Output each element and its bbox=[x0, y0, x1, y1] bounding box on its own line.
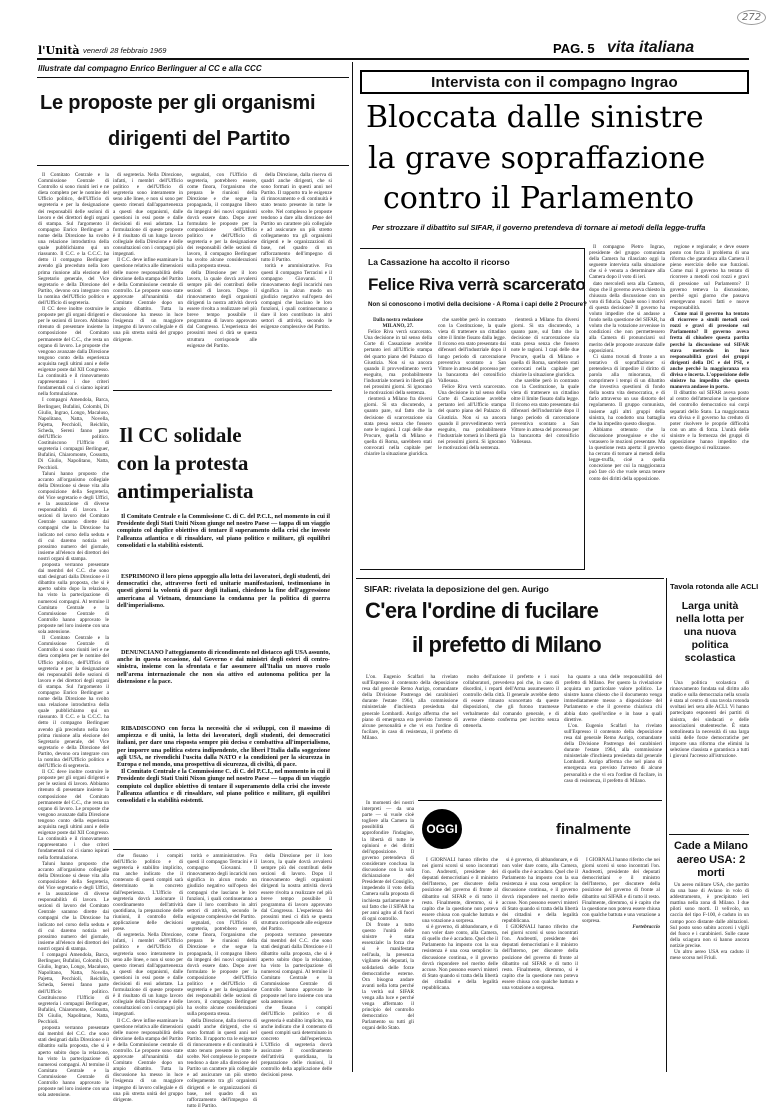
oggi-col-1 bbox=[422, 857, 498, 1069]
ingrao-headline-2: la grave sopraffazione bbox=[368, 141, 706, 176]
berlinguer-col-1 bbox=[38, 172, 109, 1099]
berlinguer-headline-1: Le proposte per gli organismi bbox=[40, 92, 316, 114]
body-para: RIBADISCONO con forza la necessità che si sviluppi, con il massimo di ampiezza e di unità, la lotta dei lavoratori, degli studenti, dei democratici italiani, per dare una risposta sempre più decisa e combattiva all'imperialismo, per imporre una politica estera indipendente, che liberi l'Italia dalla soggezione agli USA, ne rivendichi l'uscita dalla NATO e la condizioni per la sicurezza in Europa e nel mondo, una prospettiva di sicurezza, di civiltà, di pace. bbox=[117, 725, 330, 769]
page-number: PAG. 5 bbox=[553, 41, 595, 56]
body-para: Un altro aereo USA era caduto il mese scorso nel Friuli. bbox=[670, 949, 749, 962]
riva-dateline: Dalla nostra redazione MILANO, 27. bbox=[372, 317, 424, 330]
body-para: Ci siamo trovati di fronte a un tentativo di sopraffazione: si pretendeva di impedire il diritto di parola alla minoranza, di comprimere i tempi di un dibattito che investiva questioni di fondo della nostra vita democratica, e di farlo attraverso un uso distorto del regolamento. Il gruppo comunista, insieme agli altri gruppi della sinistra, ha condotto una battaglia che ha impedito questo disegno. bbox=[589, 353, 665, 427]
section-name: vita italiana bbox=[607, 39, 695, 56]
body-para: Il Comitato Centrale e la Commissione C. di C. del P.C.I., nel momento in cui il Presidente degli Stati Uniti Nixon giunge nel nostro Paese — tappa di un viaggio compiuto col duplice obiettivo di tentare il superamento della crisi che investe l'alleanza atlantica e di rinsaldare, sul piano politico e militare, gli equilibri consolidati e la stabilità esistenti. bbox=[117, 768, 330, 805]
ingrao-banner bbox=[360, 70, 749, 94]
oggi-col-3 bbox=[582, 857, 660, 1069]
body-para: Abbiamo ottenuto che la discussione proseguisse e che si votassero le mozioni presentate. Ma la questione resta aperta: il governo ha cercato di tornare ai metodi della legge-truffa, cioè a quella concezione per cui la maggioranza può fare ciò che vuole senza tenere conto dei diritti della opposizione. bbox=[589, 426, 665, 482]
body-para: In momenti dei nostri interpreti — da una parte — si vuole cioè togliere alla Camera la possibilità di approfondire l'indagine, la libertà di tutte le opinioni e dei diritti dell'opposizione. Il governo pretendeva di considerare conclusa la discussione con la sola dichiarazione del Presidente del Consiglio, impedendo il voto della Camera sulla proposta di inchiesta parlamentare e sul fatto che il SIFAR ha per anni agito al di fuori di ogni controllo. bbox=[362, 800, 415, 922]
solidarity-point-a bbox=[117, 573, 330, 645]
sifar-rule bbox=[356, 578, 664, 579]
berlinguer-col-7 bbox=[261, 853, 333, 1079]
oggi-box bbox=[418, 800, 662, 1072]
berlinguer-kicker: Illustrate dal compagno Enrico Berlinguer al CC e alla CCC bbox=[38, 64, 262, 73]
body-para: della Direzione per il loro lavoro, la quale dovrà avvalersi sempre più dei contributi delle sezioni di lavoro. Dopo il rinnovamento degli organismi dirigenti la nostra attività dovrà essere rivolta a realizzare nel più breve tempo possibile il programma di lavoro approvato dal Congresso. L'esperienza dei prossimi mesi ci dirà se questa struttura corrisponde alle esigenze del Partito. bbox=[261, 853, 333, 933]
body-para: proposta verranno presentate dai membri del C.C. che sono stati designati dalla Direzione e il dibattito sulla proposta, che si è aperto subito dopo la relazione, ha visto la partecipazione di numerosi compagni. Al termine il Comitato Centrale e la Commissione Centrale di Controllo hanno approvato le proposte nel loro insieme con una sola astensione. bbox=[261, 932, 332, 1006]
body-para: che sarebbe però in contrasto con la Costituzione, la quale vieta di trattenere un cittadino oltre il limite fissato dalla legge. Il ricorso era stato presentato dai difensori dell'industriale dopo il lungo periodo di carcerazione preventiva scontato a San Vittore in attesa del processo per la bancarotta del cotonificio Vallesusa. bbox=[438, 317, 506, 384]
archive-stamp: 272 bbox=[737, 10, 766, 25]
rotonda-title: Larga unità nella lotta per una nuova politica scolastica bbox=[675, 600, 745, 664]
berlinguer-col-2 bbox=[113, 172, 183, 382]
body-para: di segreteria. Nella Direzione, infatti, i membri dell'Ufficio politico e dell'Ufficio di segreteria sono interamente in seno alle linee, e non si sono per questo ritenuti dall'appartenenza a questi due organismi, dalle questioni in essi poste e dalle decisioni di essi adottate. La formulazione di queste proposte è il risultato di un lungo lavoro collegiale della Direzione e delle consultazioni con i compagni più impegnati. bbox=[113, 172, 183, 258]
ingrao-banner-text: Intervista con il compagno Ingrao bbox=[431, 73, 678, 91]
body-para: Felice Riva verrà scarcerato. Una decisione in tal senso della Corte di Cassazione avrebbe pertanto ieri all'Ufficio stampa del quarto piano del Palazzo di Giustizia. Non si sa ancora quando il provvedimento verrà eseguito, ma probabilmente l'industriale tornerà in libertà già nei prossimi giorni. Si ignorano le motivazioni della sentenza. bbox=[364, 329, 432, 397]
body-para: ha quanto a una delle responsabilità del prefetto di Milano. Per questo la rivelazione acquista un particolare valore politico. Le sinistre hanno chiesto che il documento venga immediatamente messo a disposizione del Parlamento e che il governo chiarisca chi abbia dato quell'ordine e in base a quali direttive. bbox=[564, 674, 662, 723]
rotonda-headline: Tavola rotonda alle ACLI bbox=[670, 582, 759, 591]
body-para: I GIORNALI hanno riferito che nei giorni scorsi si sono incontrati l'on. Andreotti, presidente dei deputati democristiani e il ministro dell'Interno, per discutere della posizione del governo di fronte al dibattito sul SIFAR e di tutto il resto. Finalmente, diremmo, si è capito che la questione non poteva essere chiusa con qualche battuta e una votazione a sorpresa. bbox=[582, 857, 660, 924]
body-para: I GIORNALI hanno riferito che nei giorni scorsi si sono incontrati l'on. Andreotti, presidente dei deputati democristiani e il ministro dell'Interno, per discutere della posizione del governo di fronte al dibattito sul SIFAR e di tutto il resto. Finalmente, diremmo, si è capito che la questione non poteva essere chiusa con qualche battuta e una votazione a sorpresa. bbox=[502, 924, 578, 991]
body-para: Come mai il governo ha tentato di ricorrere a simili metodi così rozzi e gravi di pressione sul Parlamento? Il governo aveva fretta di chiudere questa partita perché la discussione sul SIFAR stava mettendo in luce responsabilità gravi dei gruppi dirigenti della DC e del PSI, e anche perché la maggioranza era divisa e incerta. L'opposizione delle sinistre ha impedito che questa manovra andasse in porto. bbox=[670, 311, 749, 391]
riva-col-1 bbox=[364, 317, 432, 567]
body-para: proposta verranno presentate dai membri del C.C. che sono stati designati dalla Direzione e il dibattito sulla proposta, che si è aperto subito dopo la relazione, ha visto la partecipazione di numerosi compagni. Al termine il Comitato Centrale e la Commissione Centrale di Controllo hanno approvato le proposte nel loro insieme con una sola astensione. bbox=[38, 1025, 109, 1099]
ingrao-headline-3: contro il Parlamento bbox=[383, 181, 695, 216]
body-para: segnalati, con l'Ufficio di segreteria, potrebbero essere, come finora, l'organismo che prepara le riunioni della Direzione e che segue la propaganda, il compagno libero da impegni dei nuovi organismi dovrà essere dato. Dopo aver formulato le proposte per la composizione dell'Ufficio politico e dell'Ufficio di segreteria e per la designazione dei responsabili delle sezioni di lavoro, il compagno Berlinguer ha svolto alcune considerazioni sulla proposta stessa. bbox=[187, 172, 257, 270]
body-para: Taluni hanno proposto che accanto all'organismo collegiale della Direzione si desse vita alla composizione della Segreteria, del Vice segretario e degli Uffici, e la assunzione di diverse responsabilità di lavoro. Le sezioni di lavoro del Comitato Centrale saranno dirette dai compagni che la Direzione ha indicato nel corso della seduta e di cui daremo notizia nel prossimo numero del giornale, insieme all'elenco dei direttori dei nostri organi di stampa. bbox=[38, 470, 109, 562]
body-para: Il dibattito sul SIFAR aveva posto al centro dell'attenzione la questione del controllo democratico sui corpi separati dello Stato. La maggioranza era divisa e il governo ha creduto di poter risolvere le proprie difficoltà con un atto di forza. L'unità delle sinistre e la fermezza dei gruppi di opposizione hanno impedito che questo disegno si realizzasse. bbox=[670, 390, 749, 452]
body-para: Il C.C. deve infine esaminare la questione relativa alle dimensioni delle nuove responsabilità della direzione della stampa del Partito e della Commissione centrale di controllo. Le proposte sono state approvate all'unanimità dal Comitato Centrale dopo un ampio dibattito. Tutta la discussione ha messo in luce l'esigenza di un maggiore impegno di lavoro collegiale e di una più stretta unità del gruppo dirigente. bbox=[113, 257, 183, 343]
berlinguer-col-6 bbox=[187, 853, 257, 1109]
oggi-badge bbox=[422, 809, 462, 849]
body-para: Di fronte a tutto questo l'unità delle sinistre è stata essenziale: la forza che si è manifestata nell'aula, la presenza vigilante dei deputati, la solidarietà delle forze democratiche esterne. Ora bisogna andare avanti nella lotta perché la verità sul SIFAR venga alla luce e perché venga affermato il principio del controllo democratico del Parlamento su tutti gli organi dello Stato. bbox=[362, 921, 414, 1032]
body-para: molto dell'azione il prefetto e i suoi collaboratori, prevedeva poi che, in caso di disordini, i reparti dell'Arma assumessero il controllo della città. Il generale avrebbe detto di essere rimasto sconcertato da queste disposizioni, che gli furono trasmesse verbalmente dal comando generale, e di averne chiesto conferma per iscritto senza ottenerla. bbox=[463, 674, 559, 729]
body-para: Il CC deve inoltre costruire le proposte per gli organi dirigenti e per le sezioni di lavoro. Abbiamo ritenuto di presentare insieme la composizione del Comitato permanente del C.C., che resta un organo di lavoro. Le proposte che vengono avanzate dalla Direzione tengono conto della esperienza acquisita negli ultimi anni e delle esigenze poste dal XII Congresso. La continuità e il rinnovamento rappresentano i due criteri fondamentali cui ci siamo ispirati nella formulazione. bbox=[38, 306, 109, 398]
body-para: che fissano i compiti dell'Ufficio politico e di segreteria è stabilito implicito, ma anche indicato che il contenuto di questi compiti sarà determinato in concreto dall'esperienza. L'Ufficio di segreteria dovrà assicurare il coordinamento dell'attività quotidiana, la preparazione delle riunioni, il controllo della applicazione delle decisioni prese. bbox=[261, 1005, 332, 1079]
ingrao-col-3 bbox=[362, 800, 414, 1070]
body-para: regione e regionale; e deve essere posto con forza il problema di una riforma che garantisca alla Camera il pieno esercizio delle sue funzioni. Come mai il governo ha tentato di ricorrere a metodi così rozzi e gravi di pressione sul Parlamento? Il governo temeva la discussione, perché ogni giorno che passava emergevano nuovi fatti e nuove responsabilità. bbox=[670, 244, 749, 311]
berlinguer-headline-2: dirigenti del Partito bbox=[108, 128, 291, 150]
body-para: rientrerà a Milano fra diversi giorni. Si sta discutendo, a quanto pare, sul fatto che la decisione di scarcerazione sia stata presa senza che fossero note le ragioni. I capi delle due Procure, quella di Milano e quella di Roma, sarebbero stati convocati nella capitale per chiarire la situazione giuridica. bbox=[364, 396, 432, 458]
body-para: I compagni Amendola, Barca, Berlinguer, Bufalini, Colombi, Di Giulio, Ingrao, Longo, Macaluso, Napolitano, Natta, Novella, Pajetta, Pecchioli, Reichlin, Scheda, Sereni fanno parte dell'Ufficio politico. Costituiscono l'Ufficio di segreteria i compagni Berlinguer, Bufalini, Chiaromonte, Cossutta, Di Giulio, Napolitano, Natta, Pecchioli. bbox=[38, 952, 109, 1026]
paper-date: venerdì 28 febbraio 1969 bbox=[83, 46, 167, 55]
body-para: ESPRIMONO il loro pieno appoggio alla lotta dei lavoratori, degli studenti, dei democratici che, attraverso forti ed unitarie manifestazioni, testimoniano in questi giorni la volontà di pace degli italiani, chiedono la fine dell'aggressione americana al Vietnam, denunciano la condanna per la politica di guerra dell'imperialismo. bbox=[117, 573, 330, 609]
berlinguer-col-3 bbox=[187, 172, 257, 382]
body-para: Il Comitato Centrale e la Commissione C. di C. del P.C.I., nel momento in cui il Presidente degli Stati Uniti Nixon giunge nel nostro Paese — tappa di un viaggio compiuto col duplice obiettivo di tentare il superamento della crisi che investe l'alleanza atlantica e di rinsaldare, sul piano politico e militare, gli equilibri consolidati e la stabilità esistenti. bbox=[117, 513, 330, 549]
sifar-headline-1: C'era l'ordine di fucilare bbox=[365, 598, 599, 623]
riva-box bbox=[360, 248, 585, 570]
ingrao-col-1 bbox=[589, 244, 665, 574]
solidarity-point-b bbox=[117, 649, 330, 721]
body-para: dato mercoledì sera alla Camera, dopo che il governo aveva chiesto la chiusura della discussione con un voto di fiducia. Quale sono i motivi di questa decisione? Il governo ha voluto impedire che si andasse a fondo nella questione del SIFAR, ha voluto che la votazione avvenisse in condizioni che non permettessero alla Camera di pronunciarsi sul merito delle proposte avanzate dalle opposizioni. bbox=[589, 280, 665, 354]
body-para: si è governo, di abbandonare, e di non voler dare conto, alla Camera, di quello che è accaduto. Quel che il Parlamento ha imposto con la sua resistenza è una cosa semplice: la discussione continua, e il governo dovrà rispondere nel merito delle accuse. Non possono esservi misteri di Stato quando si tratta della libertà dei cittadini e della legalità repubblicana. bbox=[502, 857, 578, 924]
solidarity-headline-1: Il CC solidale bbox=[119, 423, 242, 447]
body-para: torità e amministrative. Fra questi il compagno Terracini e il compagno Giovanni. Il rinnovamento degli incarichi non significa in alcun modo un giudizio negativo sull'opera dei compagni che lasciano le loro funzioni, i quali continueranno a dare il loro contributo in altri settori di attività, secondo le esigenze complessive del Partito. bbox=[187, 853, 257, 920]
usaf-rule bbox=[669, 834, 749, 835]
body-para: si è governo, di abbandonare, e di non voler dare conto, alla Camera, di quello che è accaduto. Quel che il Parlamento ha imposto con la sua resistenza è una cosa semplice: la discussione continua, e il governo dovrà rispondere nel merito delle accuse. Non possono esservi misteri di Stato quando si tratta della libertà dei cittadini e della legalità repubblicana. bbox=[422, 924, 498, 991]
lower-left-rule bbox=[113, 849, 332, 850]
oggi-headline: finalmente bbox=[556, 821, 632, 838]
body-para: L'on. Eugenio Scalfari ha rivelato sull'Espresso il contenuto della deposizione resa dal generale Remo Aurigo, comandante della Divisione Pastrengo dei carabinieri durante l'estate 1964, alla commissione ministeriale d'inchiesta presieduta dal generale Lombardi. Aurigo afferma che nel piano di emergenza era previsto l'arresto di alcune personalità e che vi era l'ordine di fucilare, in caso di resistenza, il prefetto di Milano. bbox=[564, 722, 662, 784]
body-para: della Direzione per il loro lavoro, la quale dovrà avvalersi sempre più dei contributi delle sezioni di lavoro. Dopo il rinnovamento degli organismi dirigenti la nostra attività dovrà essere rivolta a realizzare nel più breve tempo possibile il programma di lavoro approvato dal Congresso. L'esperienza dei prossimi mesi ci dirà se questa struttura corrisponde alle esigenze del Partito. bbox=[187, 269, 257, 349]
body-para: rientrerà a Milano fra diversi giorni. Si sta discutendo, a quanto pare, sul fatto che la decisione di scarcerazione sia stata presa senza che fossero note le ragioni. I capi delle due Procure, quella di Milano e quella di Roma, sarebbero stati convocati nella capitale per chiarire la situazione giuridica. bbox=[511, 317, 579, 378]
oggi-label: OGGI bbox=[426, 822, 458, 836]
riva-headline: Felice Riva verrà scarcerato bbox=[368, 275, 586, 294]
body-para: Il compagno Pietro Ingrao, presidente del gruppo comunista della Camera ha rilasciato oggi la seguente intervista sulla situazione che si è venuta a determinare alla Camera dopo il voto di ieri. bbox=[589, 244, 665, 281]
ingrao-subhead: Per strozzare il dibattito sul SIFAR, il governo pretendeva di tornare ai metodi della legge-truffa bbox=[372, 223, 706, 232]
center-divider bbox=[352, 62, 353, 1072]
solidarity-headline-2: con la protesta bbox=[117, 451, 249, 475]
body-para: segnalati, con l'Ufficio di segreteria, potrebbero essere, come finora, l'organismo che prepara le riunioni della Direzione e che segue la propaganda, il compagno libero da impegni dei nuovi organismi dovrà essere dato. Dopo aver formulato le proposte per la composizione dell'Ufficio politico e dell'Ufficio di segreteria e per la designazione dei responsabili delle sezioni di lavoro, il compagno Berlinguer ha svolto alcune considerazioni sulla proposta stessa. bbox=[187, 920, 257, 1018]
sifar-col-1 bbox=[362, 674, 458, 794]
ingrao-col-2 bbox=[670, 244, 749, 574]
usaf-body bbox=[670, 882, 749, 1070]
body-para: I compagni Amendola, Barca, Berlinguer, Bufalini, Colombi, Di Giulio, Ingrao, Longo, Macaluso, Napolitano, Natta, Novella, Pajetta, Pecchioli, Reichlin, Scheda, Sereni fanno parte dell'Ufficio politico. Costituiscono l'Ufficio di segreteria i compagni Berlinguer, Bufalini, Chiaromonte, Cossutta, Di Giulio, Napolitano, Natta, Pecchioli. bbox=[38, 397, 109, 471]
body-para: che fissano i compiti dell'Ufficio politico e di segreteria è stabilito implicito, ma anche indicato che il contenuto di questi compiti sarà determinato in concreto dall'esperienza. L'Ufficio di segreteria dovrà assicurare il coordinamento dell'attività quotidiana, la preparazione delle riunioni, il controllo della applicazione delle decisioni prese. bbox=[113, 853, 183, 933]
riva-col-2 bbox=[438, 317, 506, 567]
solidarity-intro bbox=[117, 513, 330, 569]
usaf-headline: Cade a Milano aereo USA: 2 morti bbox=[674, 840, 748, 879]
solidarity-headline-3: antimperialista bbox=[117, 479, 254, 503]
body-para: torità e amministrative. Fra questi il compagno Terracini e il compagno Giovanni. Il rinnovamento degli incarichi non significa in alcun modo un giudizio negativo sull'opera dei compagni che lasciano le loro funzioni, i quali continueranno a dare il loro contributo in altri settori di attività, secondo le esigenze complessive del Partito. bbox=[261, 263, 332, 331]
body-para: della Direzione, dalla riserva di quadri anche dirigenti, che si sono formati in questi anni nel Partito. Il rapporto tra le esigenze di rinnovamento e di continuità è stato tenuto presente in tutte le scelte. Nel complesso le proposte tendono a dare alla direzione del Partito un carattere più collegiale e ad assicurare un più stretto collegamento tra gli organismi dirigenti e le organizzazioni di base, nel quadro di un rafforzamento dell'impegno di tutto il Partito. bbox=[187, 1017, 257, 1109]
body-para: proposta verranno presentate dai membri del C.C. che sono stati designati dalla Direzione e il dibattito sulla proposta, che si è aperto subito dopo la relazione, ha visto la partecipazione di numerosi compagni. Al termine il Comitato Centrale e la Commissione Centrale di Controllo hanno approvato le proposte nel loro insieme con una sola astensione. bbox=[38, 562, 109, 636]
masthead bbox=[0, 0, 779, 58]
body-para: che sarebbe però in contrasto con la Costituzione, la quale vieta di trattenere un cittadino oltre il limite fissato dalla legge. Il ricorso era stato presentato dai difensori dell'industriale dopo il lungo periodo di carcerazione preventiva scontato a San Vittore in attesa del processo per la bancarotta del cotonificio Vallesusa. bbox=[511, 377, 579, 445]
body-para: Una politica scolastica di rinnovamento fondata sul diritto allo studio e sulla democrazia nella scuola è stata al centro di una tavola rotonda svoltasi ieri sera alle ACLI. Vi hanno partecipato esponenti dei partiti di sinistra, dei sindacati e delle associazioni studentesche. È stata sottolineata la necessità di una larga unità delle forze democratiche per imporre una riforma che elimini la selezione classista e garantisca a tutti i giovani l'accesso all'istruzione. bbox=[670, 680, 749, 760]
body-para: Taluni hanno proposto che accanto all'organismo collegiale della Direzione si desse vita alla composizione della Segreteria, del Vice segretario e degli Uffici, e la assunzione di diverse responsabilità di lavoro. Le sezioni di lavoro del Comitato Centrale saranno dirette dai compagni che la Direzione ha indicato nel corso della seduta e di cui daremo notizia nel prossimo numero del giornale, insieme all'elenco dei direttori dei nostri organi di stampa. bbox=[38, 860, 109, 952]
berlinguer-col-4 bbox=[261, 172, 332, 382]
kicker-rule bbox=[37, 77, 349, 78]
berlinguer-col-5 bbox=[113, 853, 183, 1103]
oggi-col-2 bbox=[502, 857, 578, 1069]
sifar-col-3 bbox=[564, 674, 662, 794]
body-para: L'on. Eugenio Scalfari ha rivelato sull'Espresso il contenuto della deposizione resa dal generale Remo Aurigo, comandante della Divisione Pastrengo dei carabinieri durante l'estate 1964, alla commissione ministeriale d'inchiesta presieduta dal generale Lombardi. Aurigo afferma che nel piano di emergenza era previsto l'arresto di alcune personalità e che vi era l'ordine di fucilare, in caso di resistenza, il prefetto di Milano. bbox=[362, 674, 458, 741]
solidarity-box bbox=[113, 390, 332, 845]
body-para: Felice Riva verrà scarcerato. Una decisione in tal senso della Corte di Cassazione avrebbe pertanto ieri all'Ufficio stampa del quarto piano del Palazzo di Giustizia. Non si sa ancora quando il provvedimento verrà eseguito, ma probabilmente l'industriale tornerà in libertà già nei prossimi giorni. Si ignorano le motivazioni della sentenza. bbox=[438, 384, 506, 451]
body-para: DENUNCIANO l'atteggiamento di ricondimento nel distacco agli USA assunto, anche in questa occasione, dal Governo e dai ministri degli esteri di centro-sinistra, insieme con la sfrontata e far assumere all'Italia un nuovo ruolo nell'arena internazionale che non sia attivo ed autonoma politica per la distensione e la pace. bbox=[117, 649, 330, 685]
paper-name: l'Unità bbox=[38, 44, 80, 57]
body-para: della Direzione, dalla riserva di quadri anche dirigenti, che si sono formati in questi anni nel Partito. Il rapporto tra le esigenze di rinnovamento e di continuità è stato tenuto presente in tutte le scelte. Nel complesso le proposte tendono a dare alla direzione del Partito un carattere più collegiale e ad assicurare un più stretto collegamento tra gli organismi dirigenti e le organizzazioni di base, nel quadro di un rafforzamento dell'impegno di tutto il Partito. bbox=[261, 172, 332, 264]
body-para: Il Comitato Centrale e la Commissione Centrale di Controllo si sono riuniti ieri e ne dieta completo per le nomine del Ufficio politico, dell'Ufficio di segreteria e per la designazione dei responsabili delle sezioni di lavoro e dei direttori degli organi di stampa. Sul l'argomento il compagno Enrico Berlinguer a nome della Direzione ha svolto una relazione introduttiva della quale pubblichiamo qui un riassunto. Il C.C. e la C.C.C. ha detto il compagno Berlinguer avendo già preceduto nella loro prima riunione alla elezione del Segretario generale, del Vice segretario e della Direzione del Partito, devono ora integrare con la nomina dell'Ufficio politico e dell'Ufficio di segreteria. bbox=[38, 172, 109, 306]
riva-subhead: Non si conoscono i motivi della decisione - A Roma i capi delle 2 Procure? bbox=[368, 301, 587, 308]
ingrao-headline-1: Bloccata dalle sinistre bbox=[366, 100, 704, 135]
sifar-kicker: SIFAR: rivelata la deposizione del gen. Aurigo bbox=[364, 584, 549, 594]
solidarity-point-c bbox=[117, 725, 330, 840]
body-para: Il CC deve inoltre costruire le proposte per gli organi dirigenti e per le sezioni di lavoro. Abbiamo ritenuto di presentare insieme la composizione del Comitato permanente del C.C., che resta un organo di lavoro. Le proposte che vengono avanzate dalla Direzione tengono conto della esperienza acquisita negli ultimi anni e delle esigenze poste dal XII Congresso. La continuità e il rinnovamento rappresentano i due criteri fondamentali cui ci siamo ispirati nella formulazione. bbox=[38, 769, 109, 861]
sifar-headline-2: il prefetto di Milano bbox=[412, 632, 602, 657]
body-para: Il Comitato Centrale e la Commissione Centrale di Controllo si sono riuniti ieri e ne dieta completo per le nomine del Ufficio politico, dell'Ufficio di segreteria e per la designazione dei responsabili delle sezioni di lavoro e dei direttori degli organi di stampa. Sul l'argomento il compagno Enrico Berlinguer a nome della Direzione ha svolto una relazione introduttiva della quale pubblichiamo qui un riassunto. Il C.C. e la C.C.C. ha detto il compagno Berlinguer avendo già preceduto nella loro prima riunione alla elezione del Segretario generale, del Vice segretario e della Direzione del Partito, devono ora integrare con la nomina dell'Ufficio politico e dell'Ufficio di segreteria. bbox=[38, 635, 109, 770]
body-para: Un aereo militare USA, che partito da una base di Aviano in volo di addestramento, è precipitato ieri mattina nella zona di Milano. I due piloti sono morti. Il velivolo, un caccia del tipo F-100, è caduto in un campo poco distante dalle abitazioni. Sul posto sono subito accorsi i vigili del fuoco e i carabinieri. Sulle cause della sciagura non si hanno ancora notizie precise. bbox=[670, 882, 749, 949]
headline-rule bbox=[37, 165, 349, 166]
sifar-col-2 bbox=[463, 674, 559, 794]
body-para: di segreteria. Nella Direzione, infatti, i membri dell'Ufficio politico e dell'Ufficio di segreteria sono interamente in seno alle linee, e non si sono per questo ritenuti dall'appartenenza a questi due organismi, dalle questioni in essi poste e dalle decisioni di essi adottate. La formulazione di queste proposte è il risultato di un lungo lavoro collegiale della Direzione e delle consultazioni con i compagni più impegnati. bbox=[113, 932, 183, 1018]
riva-kicker: La Cassazione ha accolto il ricorso bbox=[368, 257, 510, 267]
oggi-signature: Fortebraccio bbox=[632, 924, 660, 931]
rotonda-body bbox=[670, 680, 749, 830]
body-para: I GIORNALI hanno riferito che nei giorni scorsi si sono incontrati l'on. Andreotti, presidente dei deputati democristiani e il ministro dell'Interno, per discutere della posizione del governo di fronte al dibattito sul SIFAR e di tutto il resto. Finalmente, diremmo, si è capito che la questione non poteva essere chiusa con qualche battuta e una votazione a sorpresa. bbox=[422, 857, 498, 924]
right-sidebar-divider bbox=[666, 578, 667, 1072]
body-para: Il C.C. deve infine esaminare la questione relativa alle dimensioni delle nuove responsabilità della direzione della stampa del Partito e della Commissione centrale di controllo. Le proposte sono state approvate all'unanimità dal Comitato Centrale dopo un ampio dibattito. Tutta la discussione ha messo in luce l'esigenza di un maggiore impegno di lavoro collegiale e di una più stretta unità del gruppo dirigente. bbox=[113, 1017, 183, 1103]
masthead-rule bbox=[37, 58, 749, 60]
riva-col-3 bbox=[511, 317, 579, 567]
